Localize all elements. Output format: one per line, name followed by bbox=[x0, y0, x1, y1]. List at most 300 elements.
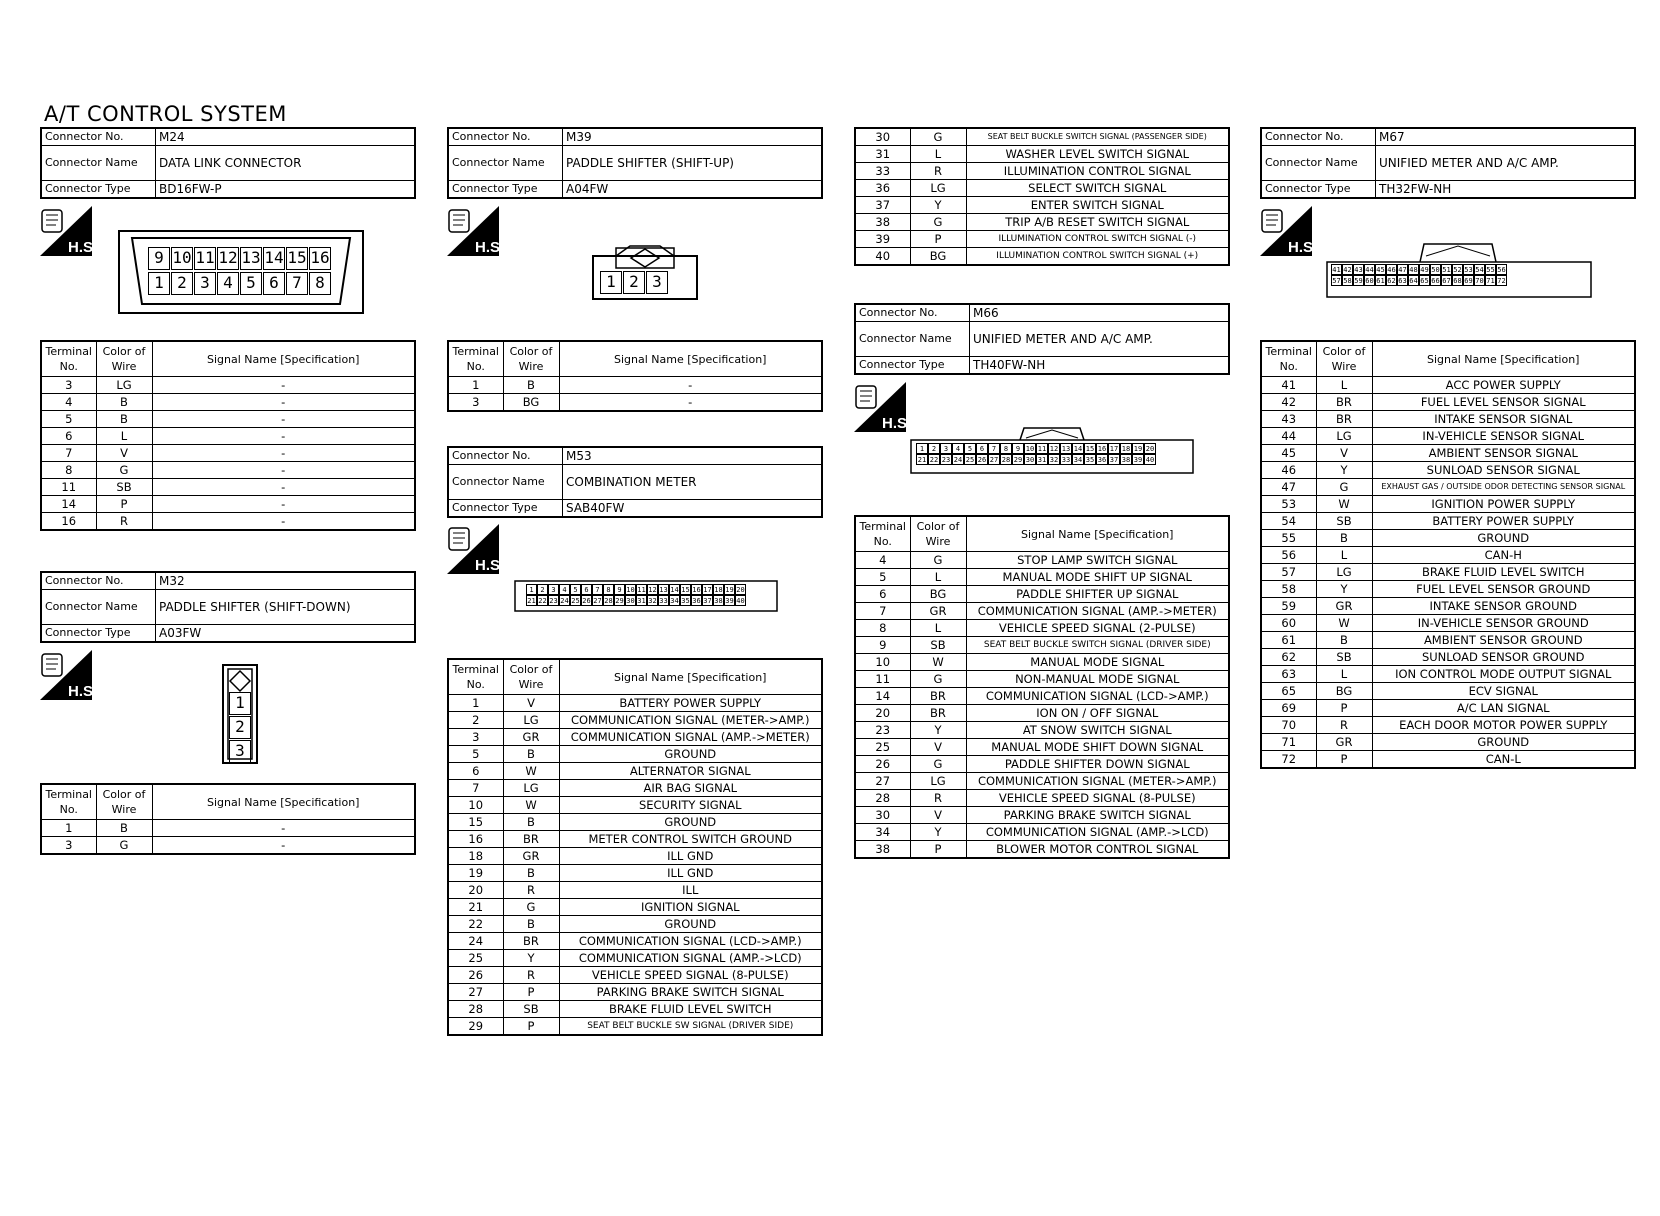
terminal-no-cell: 22 bbox=[448, 916, 503, 933]
harness-side-icon bbox=[40, 206, 98, 256]
connector-name-value: PADDLE SHIFTER (SHIFT-UP) bbox=[563, 146, 823, 181]
wire-color-cell: G bbox=[910, 128, 966, 146]
connector-name-label: Connector Name bbox=[448, 146, 563, 181]
signal-name-cell: COMMUNICATION SIGNAL (LCD->AMP.) bbox=[559, 933, 822, 950]
wire-color-cell: L bbox=[910, 146, 966, 163]
wire-color-cell: G bbox=[910, 756, 966, 773]
signal-name-cell: IGNITION POWER SUPPLY bbox=[1372, 496, 1635, 513]
pin-row bbox=[526, 595, 746, 606]
terminal-table-m32 bbox=[40, 783, 416, 855]
connector-pin: 9 bbox=[1012, 443, 1024, 454]
connector-pin: 23 bbox=[941, 456, 951, 464]
signal-name-cell: AMBIENT SENSOR GROUND bbox=[1372, 632, 1635, 649]
harness-side-icon bbox=[854, 382, 912, 432]
table-row bbox=[448, 848, 822, 865]
table-row bbox=[448, 377, 822, 394]
table-row bbox=[855, 824, 1229, 841]
table-row bbox=[448, 729, 822, 746]
color-of-wire-header: Color of Wire bbox=[96, 784, 152, 820]
connector-type-label: Connector Type bbox=[41, 181, 156, 199]
connector-pin: 21 bbox=[527, 597, 536, 605]
terminal-table-m53 bbox=[447, 658, 823, 1036]
table-row bbox=[855, 128, 1229, 146]
terminal-no-cell: 3 bbox=[448, 729, 503, 746]
terminal-no-cell: 31 bbox=[855, 146, 910, 163]
table-row bbox=[855, 146, 1229, 163]
terminal-no-cell: 8 bbox=[855, 620, 910, 637]
connector-pin: 16 bbox=[309, 247, 331, 270]
connector-pin: 72 bbox=[1497, 277, 1506, 285]
wire-color-cell: GR bbox=[1316, 598, 1372, 615]
terminal-no-cell: 18 bbox=[448, 848, 503, 865]
signal-name-cell: IN-VEHICLE SENSOR SIGNAL bbox=[1372, 428, 1635, 445]
terminal-no-cell: 6 bbox=[855, 586, 910, 603]
table-row bbox=[1261, 530, 1635, 547]
table-row bbox=[1261, 445, 1635, 462]
wire-color-cell: Y bbox=[1316, 462, 1372, 479]
connector-pin: 43 bbox=[1354, 266, 1363, 274]
wire-color-cell: LG bbox=[503, 780, 559, 797]
table-row bbox=[41, 496, 415, 513]
connector-pin: 10 bbox=[1025, 445, 1035, 453]
pin-row bbox=[1331, 264, 1507, 275]
wire-color-cell: L bbox=[1316, 377, 1372, 394]
signal-name-cell: - bbox=[152, 377, 415, 394]
signal-name-cell: ILLUMINATION CONTROL SWITCH SIGNAL (+) bbox=[966, 248, 1229, 266]
table-row bbox=[41, 820, 415, 837]
connector-pin: 3 bbox=[194, 272, 216, 295]
table-row bbox=[1261, 717, 1635, 734]
wire-color-cell: R bbox=[1316, 717, 1372, 734]
signal-name-cell: MANUAL MODE SHIFT UP SIGNAL bbox=[966, 569, 1229, 586]
terminal-no-cell: 10 bbox=[448, 797, 503, 814]
table-row bbox=[855, 688, 1229, 705]
terminal-no-cell: 40 bbox=[855, 248, 910, 266]
table-row bbox=[1261, 428, 1635, 445]
terminal-no-cell: 21 bbox=[448, 899, 503, 916]
connector-pin: 56 bbox=[1497, 266, 1506, 274]
connector-pin: 67 bbox=[1442, 277, 1451, 285]
connector-pin: 61 bbox=[1376, 277, 1385, 285]
signal-name-cell: SUNLOAD SENSOR GROUND bbox=[1372, 649, 1635, 666]
connector-no-label: Connector No. bbox=[41, 128, 156, 146]
signal-name-cell: - bbox=[152, 428, 415, 445]
terminal-no-cell: 69 bbox=[1261, 700, 1316, 717]
connector-pin: 31 bbox=[1037, 456, 1047, 464]
connector-pin: 2 bbox=[171, 272, 193, 295]
signal-name-cell: VEHICLE SPEED SIGNAL (2-PULSE) bbox=[966, 620, 1229, 637]
signal-name-cell: - bbox=[152, 394, 415, 411]
wire-color-cell: G bbox=[910, 552, 966, 569]
table-row bbox=[855, 807, 1229, 824]
terminal-no-cell: 60 bbox=[1261, 615, 1316, 632]
connector-pin: 48 bbox=[1409, 266, 1418, 274]
connector-pin: 19 bbox=[1133, 445, 1143, 453]
table-row bbox=[448, 394, 822, 412]
wire-color-cell: P bbox=[1316, 700, 1372, 717]
connector-pin: 3 bbox=[940, 443, 952, 454]
connector-pin: 21 bbox=[917, 456, 927, 464]
connector-pin: 28 bbox=[604, 597, 613, 605]
connector-pin: 30 bbox=[626, 597, 635, 605]
hs-triangle-icon bbox=[854, 382, 912, 432]
wire-color-cell: LG bbox=[910, 773, 966, 790]
signal-name-cell: SEAT BELT BUCKLE SW SIGNAL (DRIVER SIDE) bbox=[559, 1018, 822, 1036]
connector-no-label: Connector No. bbox=[1261, 128, 1376, 146]
connector-pin: 13 bbox=[240, 247, 262, 270]
wire-color-cell: W bbox=[910, 654, 966, 671]
connector-pin: 71 bbox=[1486, 277, 1495, 285]
signal-name-cell: SECURITY SIGNAL bbox=[559, 797, 822, 814]
table-row bbox=[448, 984, 822, 1001]
table-row bbox=[1261, 700, 1635, 717]
terminal-no-cell: 10 bbox=[855, 654, 910, 671]
connector-name-label: Connector Name bbox=[41, 590, 156, 625]
connector-pin: 6 bbox=[263, 272, 285, 295]
table-row bbox=[855, 739, 1229, 756]
signal-name-cell: PARKING BRAKE SWITCH SIGNAL bbox=[559, 984, 822, 1001]
page-title: A/T CONTROL SYSTEM bbox=[44, 102, 287, 126]
harness-side-icon bbox=[447, 206, 505, 256]
signal-name-cell: GROUND bbox=[1372, 530, 1635, 547]
connector-name-value: UNIFIED METER AND A/C AMP. bbox=[1376, 146, 1636, 181]
table-row bbox=[448, 712, 822, 729]
signal-name-cell: PADDLE SHIFTER DOWN SIGNAL bbox=[966, 756, 1229, 773]
connector-pin: 2 bbox=[229, 716, 251, 739]
terminal-no-cell: 25 bbox=[855, 739, 910, 756]
connector-pin: 35 bbox=[681, 597, 690, 605]
hs-label: H.S. bbox=[475, 239, 505, 256]
connector-pin: 47 bbox=[1398, 266, 1407, 274]
wire-color-cell: R bbox=[503, 967, 559, 984]
terminal-no-cell: 38 bbox=[855, 841, 910, 859]
table-row bbox=[855, 248, 1229, 266]
connector-pin: 70 bbox=[1475, 277, 1484, 285]
signal-name-cell: ILL GND bbox=[559, 848, 822, 865]
connector-pin: 11 bbox=[1037, 445, 1047, 453]
terminal-no-header: Terminal No. bbox=[448, 341, 503, 377]
table-row bbox=[855, 620, 1229, 637]
terminal-no-cell: 7 bbox=[855, 603, 910, 620]
terminal-no-cell: 56 bbox=[1261, 547, 1316, 564]
signal-name-cell: FUEL LEVEL SENSOR GROUND bbox=[1372, 581, 1635, 598]
terminal-no-cell: 29 bbox=[448, 1018, 503, 1036]
connector-pin: 7 bbox=[286, 272, 308, 295]
wire-color-cell: G bbox=[1316, 479, 1372, 496]
signal-name-cell: - bbox=[559, 377, 822, 394]
connector-no-label: Connector No. bbox=[41, 572, 156, 590]
connector-pin: 44 bbox=[1365, 266, 1374, 274]
terminal-no-cell: 43 bbox=[1261, 411, 1316, 428]
signal-name-cell: BLOWER MOTOR CONTROL SIGNAL bbox=[966, 841, 1229, 859]
signal-name-cell: SEAT BELT BUCKLE SWITCH SIGNAL (PASSENGER SIDE) bbox=[966, 128, 1229, 146]
signal-name-header: Signal Name [Specification] bbox=[966, 516, 1229, 552]
connector-pin: 27 bbox=[989, 456, 999, 464]
signal-name-cell: A/C LAN SIGNAL bbox=[1372, 700, 1635, 717]
terminal-no-cell: 11 bbox=[41, 479, 96, 496]
table-row bbox=[855, 603, 1229, 620]
wire-color-cell: L bbox=[910, 620, 966, 637]
connector-pin: 15 bbox=[286, 247, 308, 270]
connector-pin: 5 bbox=[570, 584, 581, 595]
hs-label: H.S. bbox=[68, 683, 98, 700]
signal-name-header: Signal Name [Specification] bbox=[559, 341, 822, 377]
signal-name-cell: ION CONTROL MODE OUTPUT SIGNAL bbox=[1372, 666, 1635, 683]
terminal-no-cell: 1 bbox=[448, 377, 503, 394]
connector-pin: 34 bbox=[1073, 456, 1083, 464]
table-row bbox=[855, 180, 1229, 197]
connector-name-label: Connector Name bbox=[1261, 146, 1376, 181]
connector-pin: 54 bbox=[1475, 266, 1484, 274]
connector-pin: 24 bbox=[953, 456, 963, 464]
connector-pin: 28 bbox=[1001, 456, 1011, 464]
connector-pin: 58 bbox=[1343, 277, 1352, 285]
wire-color-cell: V bbox=[910, 807, 966, 824]
table-row bbox=[855, 637, 1229, 654]
connector-pin: 20 bbox=[736, 586, 745, 594]
signal-name-header: Signal Name [Specification] bbox=[152, 341, 415, 377]
hs-triangle-icon bbox=[1260, 206, 1318, 256]
wire-color-cell: LG bbox=[1316, 564, 1372, 581]
connector-pin: 16 bbox=[1097, 445, 1107, 453]
table-row bbox=[41, 462, 415, 479]
connector-pin: 60 bbox=[1365, 277, 1374, 285]
connector-no-label: Connector No. bbox=[448, 128, 563, 146]
table-row bbox=[855, 790, 1229, 807]
connector-pin: 20 bbox=[1145, 445, 1155, 453]
terminal-no-cell: 14 bbox=[41, 496, 96, 513]
table-row bbox=[448, 780, 822, 797]
color-of-wire-header: Color of Wire bbox=[1316, 341, 1372, 377]
connector-pin: 25 bbox=[965, 456, 975, 464]
connector-pin: 37 bbox=[703, 597, 712, 605]
connector-pin: 6 bbox=[976, 443, 988, 454]
signal-name-cell: BRAKE FLUID LEVEL SWITCH bbox=[1372, 564, 1635, 581]
connector-pin: 27 bbox=[593, 597, 602, 605]
terminal-no-cell: 41 bbox=[1261, 377, 1316, 394]
signal-name-cell: ILL bbox=[559, 882, 822, 899]
signal-name-cell: ECV SIGNAL bbox=[1372, 683, 1635, 700]
signal-name-cell: GROUND bbox=[559, 814, 822, 831]
table-row bbox=[855, 586, 1229, 603]
terminal-no-cell: 3 bbox=[41, 837, 96, 855]
connector-m24-header bbox=[40, 127, 416, 199]
signal-name-cell: CAN-H bbox=[1372, 547, 1635, 564]
table-row bbox=[448, 916, 822, 933]
hs-triangle-icon bbox=[447, 206, 505, 256]
wire-color-cell: LG bbox=[1316, 428, 1372, 445]
connector-type-value: SAB40FW bbox=[563, 500, 823, 518]
wire-color-cell: Y bbox=[503, 950, 559, 967]
terminal-no-cell: 59 bbox=[1261, 598, 1316, 615]
wire-color-cell: SB bbox=[96, 479, 152, 496]
connector-m66-header bbox=[854, 303, 1230, 375]
signal-name-cell: TRIP A/B RESET SWITCH SIGNAL bbox=[966, 214, 1229, 231]
wire-color-cell: GR bbox=[503, 729, 559, 746]
terminal-no-cell: 38 bbox=[855, 214, 910, 231]
wire-color-cell: SB bbox=[910, 637, 966, 654]
connector-pin: 2 bbox=[537, 584, 548, 595]
connector-pin: 2 bbox=[623, 271, 645, 294]
connector-pin: 38 bbox=[714, 597, 723, 605]
terminal-no-cell: 5 bbox=[448, 746, 503, 763]
terminal-no-cell: 47 bbox=[1261, 479, 1316, 496]
connector-pin: 40 bbox=[1145, 456, 1155, 464]
connector-pin: 36 bbox=[692, 597, 701, 605]
wire-color-cell: P bbox=[910, 231, 966, 248]
terminal-no-cell: 4 bbox=[855, 552, 910, 569]
terminal-no-cell: 61 bbox=[1261, 632, 1316, 649]
wire-color-cell: Y bbox=[1316, 581, 1372, 598]
signal-name-cell: IN-VEHICLE SENSOR GROUND bbox=[1372, 615, 1635, 632]
connector-pin: 64 bbox=[1409, 277, 1418, 285]
table-row bbox=[1261, 377, 1635, 394]
connector-pin: 9 bbox=[614, 584, 625, 595]
table-row bbox=[855, 163, 1229, 180]
signal-name-cell: - bbox=[559, 394, 822, 412]
table-row bbox=[1261, 598, 1635, 615]
signal-name-cell: - bbox=[152, 496, 415, 513]
pin-row bbox=[526, 584, 746, 595]
signal-name-cell: ILLUMINATION CONTROL SIGNAL bbox=[966, 163, 1229, 180]
signal-name-cell: SUNLOAD SENSOR SIGNAL bbox=[1372, 462, 1635, 479]
connector-pin: 57 bbox=[1332, 277, 1341, 285]
signal-name-cell: EACH DOOR MOTOR POWER SUPPLY bbox=[1372, 717, 1635, 734]
connector-pin: 45 bbox=[1376, 266, 1385, 274]
terminal-no-cell: 24 bbox=[448, 933, 503, 950]
connector-pin: 3 bbox=[229, 740, 251, 763]
connector-pin: 12 bbox=[648, 586, 657, 594]
wire-color-cell: B bbox=[96, 394, 152, 411]
terminal-no-cell: 26 bbox=[855, 756, 910, 773]
signal-name-cell: INTAKE SENSOR GROUND bbox=[1372, 598, 1635, 615]
signal-name-cell: - bbox=[152, 445, 415, 462]
wire-color-cell: SB bbox=[503, 1001, 559, 1018]
signal-name-cell: GROUND bbox=[559, 916, 822, 933]
connector-name-label: Connector Name bbox=[448, 465, 563, 500]
signal-name-cell: WASHER LEVEL SWITCH SIGNAL bbox=[966, 146, 1229, 163]
connector-type-label: Connector Type bbox=[855, 357, 970, 375]
connector-pin: 6 bbox=[581, 584, 592, 595]
connector-pin: 36 bbox=[1097, 456, 1107, 464]
connector-pin: 19 bbox=[725, 586, 734, 594]
signal-name-cell: COMMUNICATION SIGNAL (AMP.->METER) bbox=[966, 603, 1229, 620]
connector-pin: 1 bbox=[229, 692, 251, 715]
pin-row bbox=[148, 247, 332, 270]
connector-pin: 15 bbox=[1085, 445, 1095, 453]
harness-side-icon bbox=[447, 524, 505, 574]
table-row bbox=[448, 899, 822, 916]
connector-pin: 1 bbox=[148, 272, 170, 295]
signal-name-cell: FUEL LEVEL SENSOR SIGNAL bbox=[1372, 394, 1635, 411]
connector-pin: 12 bbox=[217, 247, 239, 270]
wire-color-cell: Y bbox=[910, 824, 966, 841]
connector-pin: 14 bbox=[263, 247, 285, 270]
terminal-no-cell: 36 bbox=[855, 180, 910, 197]
connector-m53-diagram bbox=[514, 580, 778, 612]
wire-color-cell: BR bbox=[910, 688, 966, 705]
signal-name-cell: BRAKE FLUID LEVEL SWITCH bbox=[559, 1001, 822, 1018]
wire-color-cell: R bbox=[910, 163, 966, 180]
terminal-no-cell: 27 bbox=[855, 773, 910, 790]
table-row bbox=[41, 445, 415, 462]
terminal-no-cell: 6 bbox=[41, 428, 96, 445]
connector-pin: 41 bbox=[1332, 266, 1341, 274]
terminal-no-cell: 62 bbox=[1261, 649, 1316, 666]
table-row bbox=[448, 797, 822, 814]
connector-pin: 3 bbox=[548, 584, 559, 595]
wire-color-cell: W bbox=[1316, 496, 1372, 513]
connector-no-label: Connector No. bbox=[855, 304, 970, 322]
wire-color-cell: V bbox=[96, 445, 152, 462]
terminal-no-cell: 46 bbox=[1261, 462, 1316, 479]
connector-pin: 1 bbox=[526, 584, 537, 595]
signal-name-cell: - bbox=[152, 513, 415, 531]
connector-pin: 14 bbox=[1073, 445, 1083, 453]
wire-color-cell: B bbox=[503, 746, 559, 763]
connector-pin: 11 bbox=[194, 247, 216, 270]
table-row bbox=[448, 1001, 822, 1018]
connector-pin: 17 bbox=[1109, 445, 1119, 453]
table-row bbox=[448, 695, 822, 712]
connector-m66-diagram bbox=[910, 426, 1194, 474]
connector-pin: 50 bbox=[1431, 266, 1440, 274]
table-row bbox=[855, 722, 1229, 739]
terminal-no-cell: 15 bbox=[448, 814, 503, 831]
connector-pin: 2 bbox=[928, 443, 940, 454]
wire-color-cell: P bbox=[503, 984, 559, 1001]
connector-type-value: TH40FW-NH bbox=[970, 357, 1230, 375]
signal-name-cell: - bbox=[152, 479, 415, 496]
signal-name-cell: EXHAUST GAS / OUTSIDE ODOR DETECTING SENSOR SIGNAL bbox=[1372, 479, 1635, 496]
terminal-no-cell: 53 bbox=[1261, 496, 1316, 513]
connector-pin: 8 bbox=[309, 272, 331, 295]
connector-pin: 37 bbox=[1109, 456, 1119, 464]
connector-pin: 17 bbox=[703, 586, 712, 594]
table-row bbox=[1261, 751, 1635, 769]
signal-name-cell: AMBIENT SENSOR SIGNAL bbox=[1372, 445, 1635, 462]
table-row bbox=[1261, 649, 1635, 666]
terminal-no-cell: 11 bbox=[855, 671, 910, 688]
table-row bbox=[448, 814, 822, 831]
terminal-no-cell: 25 bbox=[448, 950, 503, 967]
signal-name-cell: COMMUNICATION SIGNAL (LCD->AMP.) bbox=[966, 688, 1229, 705]
table-row bbox=[1261, 666, 1635, 683]
wire-color-cell: LG bbox=[910, 180, 966, 197]
wire-color-cell: B bbox=[503, 377, 559, 394]
terminal-no-cell: 28 bbox=[448, 1001, 503, 1018]
connector-m32-diagram bbox=[222, 664, 258, 764]
wire-color-cell: BR bbox=[1316, 411, 1372, 428]
connector-no-value: M24 bbox=[156, 128, 416, 146]
connector-pin: 49 bbox=[1420, 266, 1429, 274]
table-row bbox=[1261, 734, 1635, 751]
terminal-no-cell: 2 bbox=[448, 712, 503, 729]
connector-pin: 4 bbox=[952, 443, 964, 454]
connector-no-value: M39 bbox=[563, 128, 823, 146]
hs-label: H.S. bbox=[475, 557, 505, 574]
connector-pin: 33 bbox=[659, 597, 668, 605]
connector-pin: 10 bbox=[626, 586, 635, 594]
table-row bbox=[855, 197, 1229, 214]
hs-triangle-icon bbox=[40, 206, 98, 256]
terminal-no-cell: 55 bbox=[1261, 530, 1316, 547]
wire-color-cell: LG bbox=[96, 377, 152, 394]
color-of-wire-header: Color of Wire bbox=[503, 659, 559, 695]
signal-name-cell: COMMUNICATION SIGNAL (METER->AMP.) bbox=[966, 773, 1229, 790]
connector-type-value: A04FW bbox=[563, 181, 823, 199]
connector-pin: 3 bbox=[646, 271, 668, 294]
